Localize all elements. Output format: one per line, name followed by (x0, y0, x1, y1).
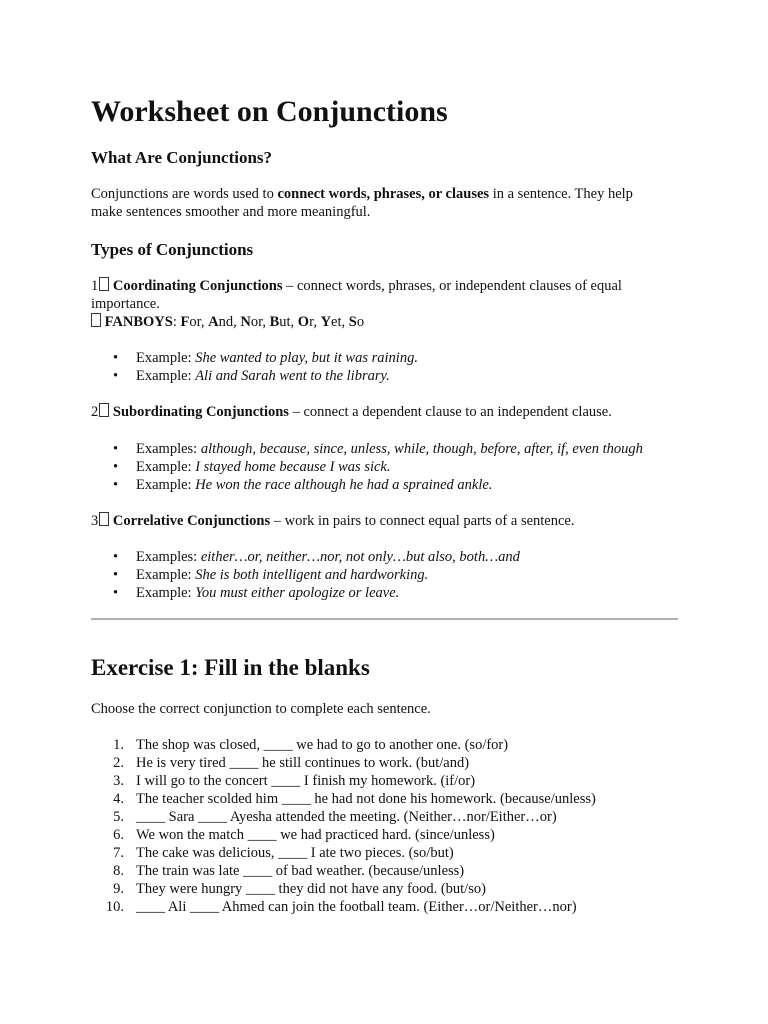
list-item: • Example: I stayed home because I was sick. (91, 458, 643, 476)
list-item: 5. ____ Sara ____ Ayesha attended the meeting. (Neither…nor/Either…or) (113, 809, 557, 825)
section-number: 2 (91, 404, 99, 420)
coordinating-title: Coordinating Conjunctions (112, 278, 283, 294)
exercise-list (91, 736, 596, 916)
page-title: Worksheet on Conjunctions (91, 95, 448, 128)
list-item: • Example: Ali and Sarah went to the library. (91, 367, 418, 385)
correlative-examples (91, 548, 520, 602)
subordinating-examples (91, 440, 643, 494)
definition-paragraph (91, 185, 633, 221)
definition-emphasis: connect words, phrases, or clauses (277, 186, 490, 202)
coordinating-examples (91, 349, 418, 385)
subordinating-desc: – connect a dependent clause to an independent clause. (288, 404, 612, 420)
subordinating-description (91, 403, 612, 421)
fanboys-list: For, And, Nor, But, Or, Yet, So (180, 314, 365, 330)
definition-text: Conjunctions are words used to (91, 186, 278, 202)
correlative-title: Correlative Conjunctions (112, 513, 271, 529)
correlative-desc: – work in pairs to connect equal parts of a sentence. (270, 513, 575, 529)
list-item: • Example: She wanted to play, but it was raining. (91, 349, 418, 367)
subordinating-title: Subordinating Conjunctions (112, 404, 289, 420)
exercise-instructions: Choose the correct conjunction to complete each sentence. (91, 701, 431, 717)
list-item: • Examples: although, because, since, unless, while, though, before, after, if, even though (91, 440, 643, 458)
list-item: 7. The cake was delicious, ____ I ate two pieces. (so/but) (113, 845, 454, 861)
list-item: 9. They were hungry ____ they did not have any food. (but/so) (113, 881, 486, 897)
correlative-description (91, 512, 575, 530)
list-item: 2. He is very tired ____ he still continues to work. (but/and) (113, 755, 470, 771)
list-item: 1. The shop was closed, ____ we had to go to another one. (so/for) (113, 737, 509, 753)
keycap-icon (99, 277, 109, 291)
keycap-icon (99, 512, 109, 526)
section-heading-what: What Are Conjunctions? (91, 148, 273, 167)
list-item: 3. I will go to the concert ____ I finish my homework. (if/or) (113, 773, 476, 789)
list-item: • Example: He won the race although he had a sprained ankle. (91, 476, 643, 494)
definition-text-line2: make sentences smoother and more meaningful. (91, 204, 371, 220)
coordinating-description: 1 Coordinating Conjunctions – connect words, phrases, or independent clauses of equal importance. FANBOYS: For, And, Nor, But, Or, Yet, So (91, 278, 622, 330)
exercise-heading: Exercise 1: Fill in the blanks (91, 655, 370, 680)
list-item: 8. The train was late ____ of bad weather. (because/unless) (113, 863, 465, 879)
list-item: • Example: She is both intelligent and hardworking. (91, 566, 520, 584)
coordinating-desc-line2: importance. (91, 296, 160, 312)
list-item: • Examples: either…or, neither…nor, not only…but also, both…and (91, 548, 520, 566)
coordinating-desc: – connect words, phrases, or independent clauses of equal (282, 278, 622, 294)
keycap-icon (99, 403, 109, 417)
list-item: 10. ____ Ali ____ Ahmed can join the football team. (Either…or/Neither…nor) (105, 899, 577, 915)
pin-icon (91, 313, 101, 327)
list-item: 6. We won the match ____ we had practiced hard. (since/unless) (113, 827, 495, 843)
horizontal-divider (91, 618, 678, 620)
list-item: 4. The teacher scolded him ____ he had not done his homework. (because/unless) (113, 791, 596, 807)
list-item: • Example: You must either apologize or leave. (91, 584, 520, 602)
section-number: 3 (91, 513, 99, 529)
section-heading-types: Types of Conjunctions (91, 240, 254, 259)
fanboys-label: FANBOYS (104, 314, 173, 330)
section-number: 1 (91, 278, 99, 294)
definition-text-cont: in a sentence. They help (489, 186, 633, 202)
